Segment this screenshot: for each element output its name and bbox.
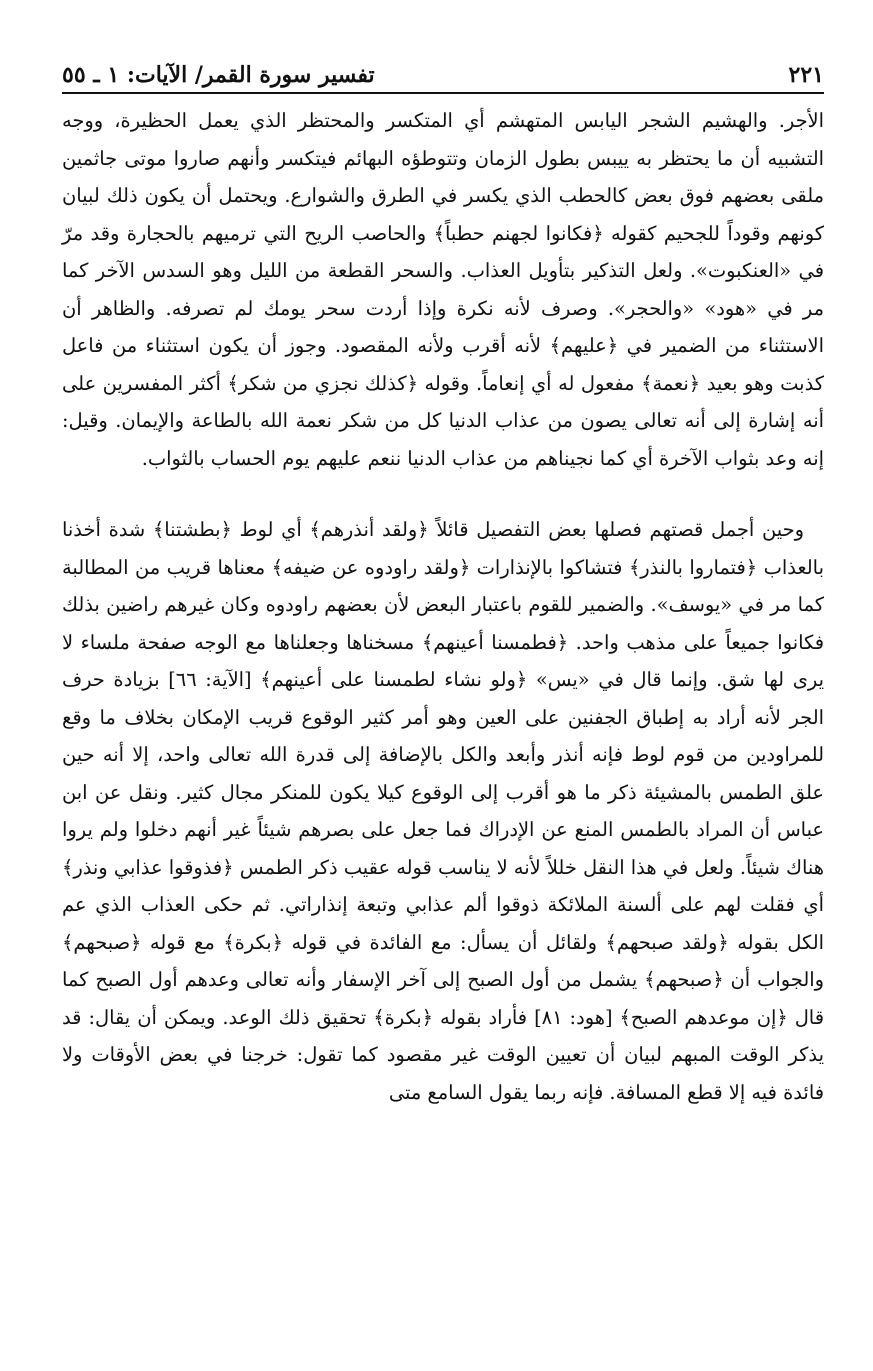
paragraph: الأجر. والهشيم الشجر اليابس المتهشم أي المتكسر والمحتظر الذي يعمل الحظيرة، ووجه التشبيه أن ما يحتظر به ييبس بطول الزمان وتتوطؤه البهائم فيتكسر وأنهم صاروا موتى جاثمين ملقى بعضهم فوق بعض كالحطب الذي يكسر في الطرق والشوارع. ويحتمل أن يكون ذلك لبيان كونهم وقوداً للجحيم كقوله ﴿فكانوا لجهنم حطباً﴾ والحاصب الريح التي ترميهم بالحجارة وقد مرّ في «العنكبوت». ولعل التذكير بتأويل العذاب. والسحر القطعة من الليل وهو السدس الآخر كما مر في «هود» «والحجر». وصرف لأنه نكرة وإذا أردت سحر يومك لم تصرفه. والظاهر أن الاستثناء من الضمير في ﴿عليهم﴾ لأنه أقرب ولأنه المقصود. وجوز أن يكون استثناء من فاعل كذبت وهو بعيد ﴿نعمة﴾ مفعول له أي إنعاماً. وقوله ﴿كذلك نجزي من شكر﴾ أكثر المفسرين على أنه إشارة إلى أنه تعالى يصون من عذاب الدنيا كل من شكر نعمة الله بالطاعة والإيمان. وقيل: إنه وعد بثواب الآخرة أي كما نجيناهم من عذاب الدنيا ننعم عليهم يوم الحساب بالثواب. xyxy=(62,109,824,470)
page xyxy=(62,52,824,1111)
page-number: ٢٢١ xyxy=(788,62,824,88)
page-body xyxy=(62,102,824,1111)
paragraph: وحين أجمل قصتهم فصلها بعض التفصيل قائلاً ﴿ولقد أنذرهم﴾ أي لوط ﴿بطشتنا﴾ شدة أخذنا بالعذاب ﴿فتماروا بالنذر﴾ فتشاكوا بالإنذارات ﴿ولقد راودوه عن ضيفه﴾ معناها قريب من المطالبة كما مر في «يوسف». والضمير للقوم باعتبار البعض لأن بعضهم راودوه وكان غيرهم راضين بذلك فكانوا جميعاً على مذهب واحد. ﴿فطمسنا أعينهم﴾ مسخناها وجعلناها مع الوجه صفحة ملساء لا يرى لها شق. وإنما قال في «يس» ﴿ولو نشاء لطمسنا على أعينهم﴾ [الآية: ٦٦] بزيادة حرف الجر لأنه أراد به إطباق الجفنين على العين وهو أمر كثير الوقوع قريب الإمكان بخلاف ما وقع للمراودين من قوم لوط فإنه أنذر وأبعد والكل بالإضافة إلى قدرة الله تعالى واحد، إلا أنه حين علق الطمس بالمشيئة ذكر ما هو أقرب إلى الوقوع كيلا يكون للمنكر مجال كثير. ونقل عن ابن عباس أن المراد بالطمس المنع عن الإدراك فما جعل على بصرهم شيئاً غير أنهم دخلوا ولم يروا هناك شيئاً. ولعل في هذا النقل خللاً لأنه لا يناسب قوله عقيب ذكر الطمس ﴿فذوقوا عذابي ونذر﴾ أي فقلت لهم على ألسنة الملائكة ذوقوا ألم عذابي وتبعة إنذاراتي. ثم حكى العذاب الذي عم الكل بقوله ﴿ولقد صبحهم﴾ ولقائل أن يسأل: مع الفائدة في قوله ﴿بكرة﴾ مع قوله ﴿صبحهم﴾ والجواب أن ﴿صبحهم﴾ يشمل من أول الصبح إلى آخر الإسفار وأنه تعالى وعدهم أول الصبح كما قال ﴿إن موعدهم الصبح﴾ [هود: ٨١] فأراد بقوله ﴿بكرة﴾ تحقيق ذلك الوعد. ويمكن أن يقال: قد يذكر الوقت المبهم لبيان أن تعيين الوقت غير مقصود كما تقول: خرجنا في بعض الأوقات ولا فائدة فيه إلا قطع المسافة. فإنه ربما يقول السامع متى xyxy=(62,518,824,1104)
running-title: تفسير سورة القمر/ الآيات: ١ ـ ٥٥ xyxy=(62,62,375,88)
page-header xyxy=(62,52,824,94)
paragraph-gap xyxy=(62,477,824,511)
